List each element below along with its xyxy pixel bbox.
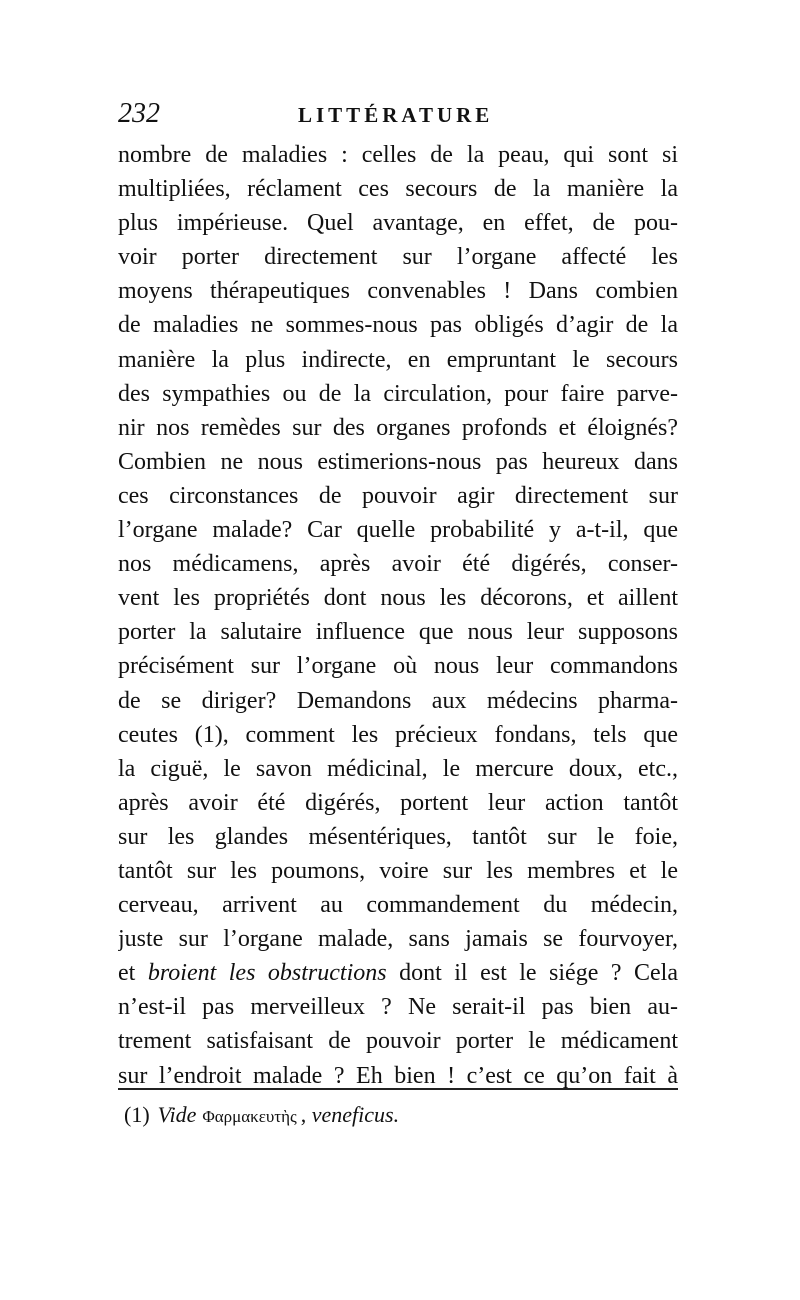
text-line: porter la salutaire influence que nous leur supposons [118,619,678,646]
text-line: sur l’endroit malade ? Eh bien ! c’est ce qu’on fait à [118,1062,678,1089]
text-line: n’est-il pas merveilleux ? Ne serait-il pas bien au- [118,994,678,1021]
text-line: de se diriger? Demandons aux médecins pharma- [118,687,678,714]
text-line: après avoir été digérés, portent leur action tantôt [118,789,678,816]
text-line: nos médicamens, après avoir été digérés, conser- [118,551,678,578]
text-line-with-italic [118,956,678,990]
text-line: ces circonstances de pouvoir agir directement sur [118,482,678,509]
page-number: 232 [118,98,160,129]
body-text [118,138,678,1093]
text-line: multipliées, réclament ces secours de la manière la [118,176,678,203]
text-line: précisément sur l’organe où nous leur commandons [118,653,678,680]
text-line: de maladies ne sommes-nous pas obligés d’agir de la [118,312,678,339]
text-line: Combien ne nous estimerions-nous pas heureux dans [118,448,678,475]
text-fragment: et [118,960,148,987]
footnote-mark: (1) [124,1102,150,1127]
text-line: nombre de maladies : celles de la peau, qui sont si [118,142,678,168]
text-line: juste sur l’organe malade, sans jamais se fourvoyer, [118,926,678,953]
text-line: sur les glandes mésentériques, tantôt sur le foie, [118,823,678,850]
text-line: des sympathies ou de la circulation, pour faire parve- [118,380,678,407]
text-line: tantôt sur les poumons, voire sur les membres et le [118,857,678,884]
footnote-vide: Vide [157,1102,197,1127]
text-line: voir porter directement sur l’organe affecté les [118,244,678,271]
text-fragment: dont il est le siége ? Cela [386,960,678,987]
footnote-separator: , [300,1102,307,1127]
text-line: trement satisfaisant de pouvoir porter le médicament [118,1028,678,1055]
footnote-rule [118,1088,678,1090]
footnote-latin-word: veneficus. [311,1102,400,1127]
text-line: manière la plus indirecte, en empruntant le secours [118,346,678,373]
italic-phrase: broient les obstructions [147,960,387,987]
text-line: l’organe malade? Car quelle probabilité y a-t-il, que [118,517,678,544]
footnote-greek-word: Φαρμακευτὴς [202,1107,297,1126]
footnote [124,1100,399,1132]
running-head: LITTÉRATURE [298,103,494,127]
text-line: vent les propriétés dont nous les décorons, et aillent [118,585,678,612]
text-line: nir nos remèdes sur des organes profonds et éloignés? [118,414,678,441]
page-header [118,96,678,132]
text-line: plus impérieuse. Quel avantage, en effet, de pou- [118,210,678,237]
text-line: ceutes (1), comment les précieux fondans, tels que [118,721,678,748]
text-line: cerveau, arrivent au commandement du médecin, [118,892,678,919]
text-line: moyens thérapeutiques convenables ! Dans combien [118,278,678,305]
text-line: la ciguë, le savon médicinal, le mercure doux, etc., [118,755,678,782]
